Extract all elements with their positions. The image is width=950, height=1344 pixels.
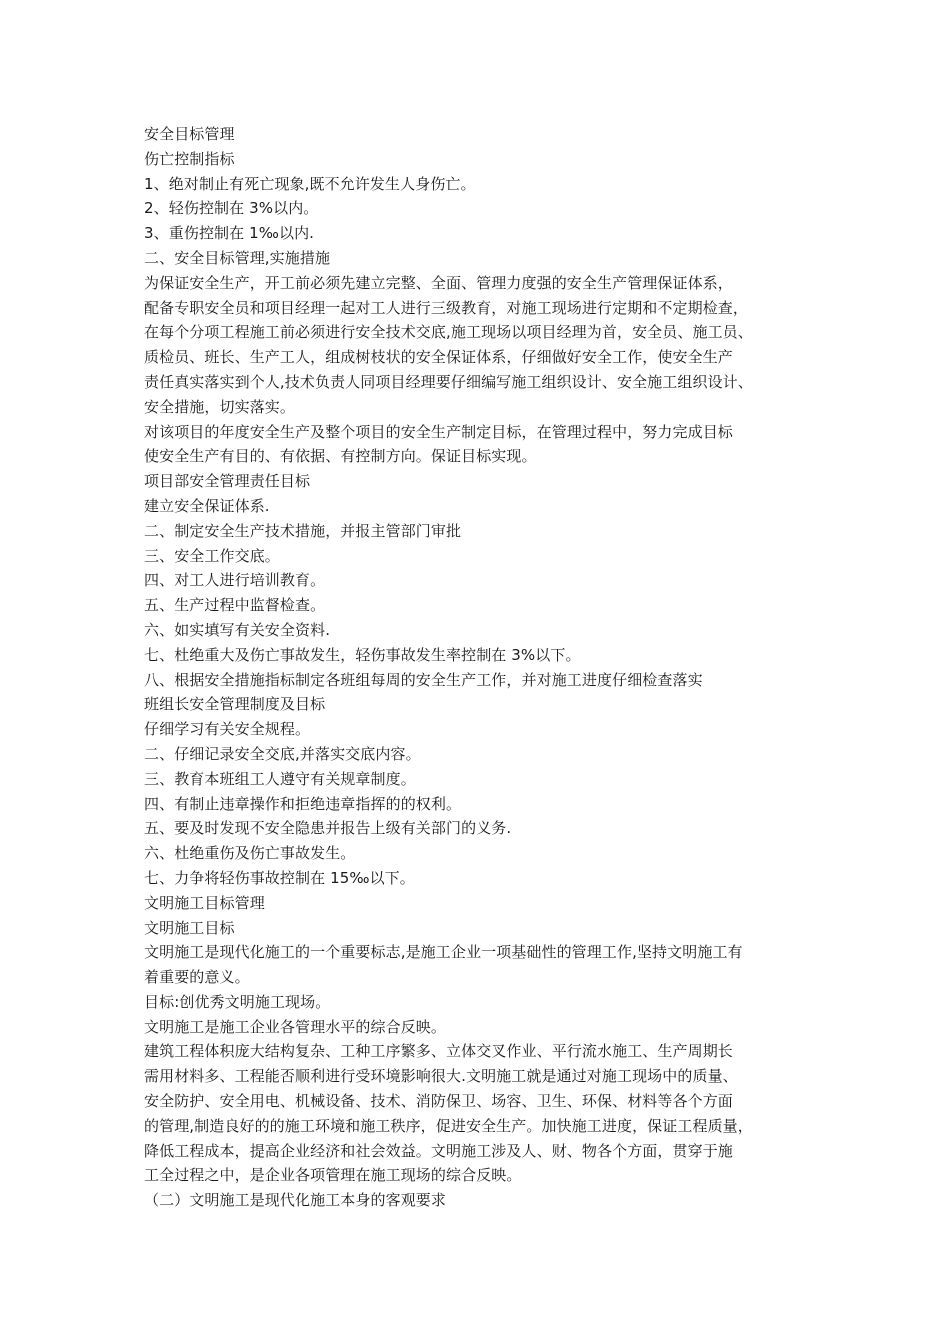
list-item: 四、有制止违章操作和拒绝违章指挥的的权利。 [144,794,462,813]
paragraph-line: 质检员、班长、生产工人，组成树枝状的安全保证体系，仔细做好安全工作，使安全生产 [144,348,733,367]
paragraph-line: 建筑工程体积庞大结构复杂、工种工序繁多、立体交叉作业、平行流水施工、生产周期长 [144,1042,733,1061]
list-item: 2、轻伤控制在 3%以内。 [144,199,319,218]
section-heading: 安全目标管理 [144,125,235,143]
list-item: 二、仔细记录安全交底,并落实交底内容。 [144,744,421,763]
paragraph-line: 目标:创优秀文明施工现场。 [144,992,331,1011]
paragraph-line: 使安全生产有目的、有依据、有控制方向。保证目标实现。 [144,447,537,466]
list-item: 3、重伤控制在 1‰以内. [144,224,315,243]
list-item: 五、生产过程中监督检查。 [144,596,326,615]
list-item: 七、力争将轻伤事故控制在 15‰以下。 [144,868,415,887]
paragraph-line: 为保证安全生产，开工前必须先建立完整、全面、管理力度强的安全生产管理保证体系， [144,273,733,292]
subsection-heading: 伤亡控制指标 [144,149,235,168]
list-item: 二、制定安全生产技术措施，并报主管部门审批 [144,521,462,540]
paragraph-line: 文明施工是施工企业各管理水平的综合反映。 [144,1017,447,1036]
paragraph-line: 对该项目的年度安全生产及整个项目的安全生产制定目标，在管理过程中，努力完成目标 [144,422,733,441]
list-item: 1、绝对制止有死亡现象,既不允许发生人身伤亡。 [144,174,476,193]
list-item: 六、杜绝重伤及伤亡事故发生。 [144,844,356,863]
paragraph-line: 的管理,制造良好的的施工环境和施工秩序，促进安全生产。加快施工进度，保证工程质量， [144,1116,753,1135]
subsection-heading: 项目部安全管理责任目标 [144,472,311,491]
paragraph-line: 安全防护、安全用电、机械设备、技术、消防保卫、场容、卫生、环保、材料等各个方面 [144,1092,733,1111]
subsection-heading: （二）文明施工是现代化施工本身的客观要求 [144,1191,447,1210]
list-item: 三、教育本班组工人遵守有关规章制度。 [144,769,416,788]
paragraph-line: 降低工程成本，提高企业经济和社会效益。文明施工涉及人、财、物各个方面，贯穿于施 [144,1141,733,1160]
list-item: 六、如实填写有关安全资料. [144,620,331,639]
paragraph-line: 责任真实落实到个人,技术负责人同项目经理要仔细编写施工组织设计、安全施工组织设计、 [144,372,753,391]
subsection-heading: 文明施工目标 [144,918,235,937]
paragraph-line: 工全过程之中，是企业各项管理在施工现场的综合反映。 [144,1166,522,1185]
section-heading: 文明施工目标管理 [144,893,265,912]
list-item: 仔细学习有关安全规程。 [144,720,311,739]
paragraph-line: 需用材料多、工程能否顺利进行受环境影响很大.文明施工就是通过对施工现场中的质量、 [144,1067,738,1086]
paragraph-line: 着重要的意义。 [144,968,250,987]
list-item: 八、根据安全措施指标制定各班组每周的安全生产工作，并对施工进度仔细检查落实 [144,670,703,689]
paragraph-line: 安全措施，切实落实。 [144,397,296,416]
subsection-heading: 二、安全目标管理,实施措施 [144,248,331,267]
list-item: 七、杜绝重大及伤亡事故发生，轻伤事故发生率控制在 3%以下。 [144,645,581,664]
paragraph-line: 配备专职安全员和项目经理一起对工人进行三级教育，对施工现场进行定期和不定期检查， [144,298,749,317]
list-item: 四、对工人进行培训教育。 [144,571,326,590]
paragraph-line: 文明施工是现代化施工的一个重要标志,是施工企业一项基础性的管理工作,坚持文明施工有 [144,943,743,962]
subsection-heading: 班组长安全管理制度及目标 [144,695,326,714]
document-body [144,122,814,1213]
list-item: 五、要及时发现不安全隐患并报告上级有关部门的义务. [144,819,512,838]
list-item: 建立安全保证体系. [144,496,270,515]
paragraph-line: 在每个分项工程施工前必须进行安全技术交底,施工现场以项目经理为首，安全员、施工员、 [144,323,753,342]
list-item: 三、安全工作交底。 [144,546,280,565]
